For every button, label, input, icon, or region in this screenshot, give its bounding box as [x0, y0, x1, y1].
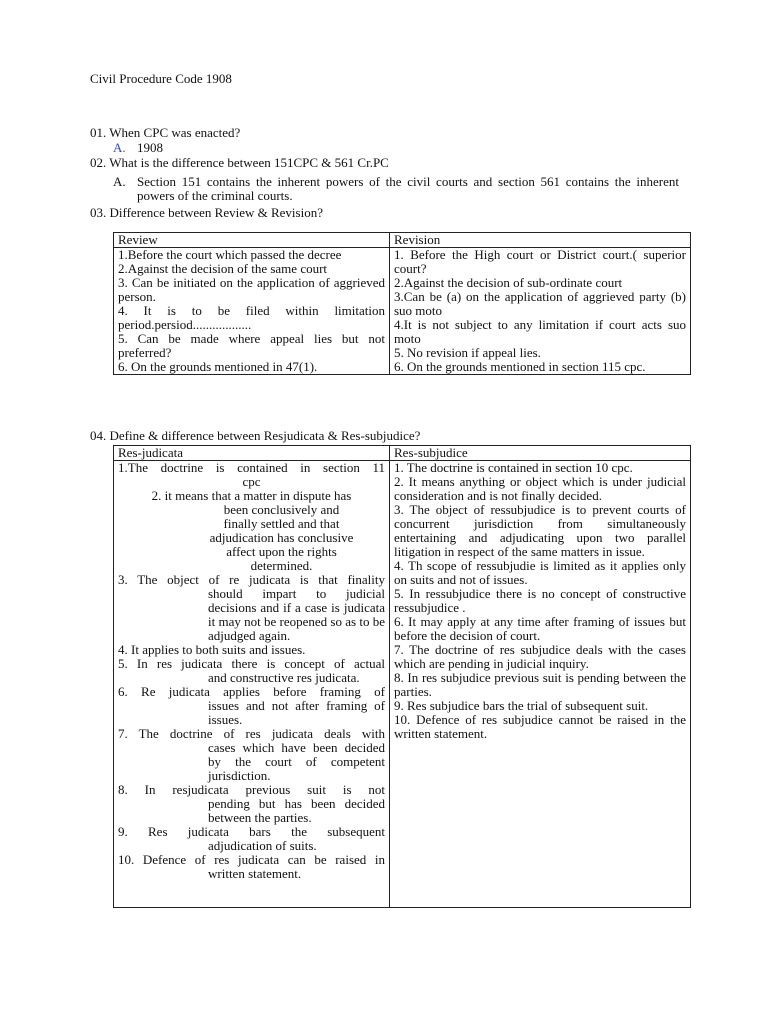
question-1: 01. When CPC was enacted? [90, 125, 241, 140]
question-4: 04. Define & difference between Resjudicata & Res-subjudice? [90, 428, 421, 443]
review-column [114, 248, 390, 375]
resjudicata-point: 6. Re judicata applies before framing of [118, 684, 385, 699]
table-header-revision: Revision [390, 233, 691, 248]
answer-label: A. [113, 140, 126, 155]
table-header-resjudicata: Res-judicata [114, 446, 390, 461]
ressubjudice-point: 10. Defence of res subjudice cannot be raised in the written statement. [394, 712, 686, 741]
resjudicata-point-cont: cpc [242, 474, 261, 489]
resjudicata-point-cont: adjudication has conclusive [209, 530, 354, 545]
review-revision-table [113, 232, 691, 375]
ressubjudice-point: 6. It may apply at any time after framing of issues but before the decision of court. [394, 614, 686, 643]
resjudicata-point: 3. The object of re judicata is that finality [118, 572, 385, 587]
resjudicata-point-cont: determined. [250, 558, 313, 573]
resjudicata-point: 4. It applies to both suits and issues. [118, 642, 306, 657]
review-point: 1.Before the court which passed the decree [118, 247, 342, 262]
answer-2 [113, 175, 679, 203]
resjudicata-point-cont: been conclusively and [223, 502, 340, 517]
review-point: 6. On the grounds mentioned in 47(1). [118, 359, 318, 374]
resjudicata-point-cont: should impart to judicial decisions and if a case is judicata it may not be reopened so as to be adjudged again. [208, 586, 385, 643]
review-point: 5. Can be made where appeal lies but not preferred? [118, 331, 385, 360]
ressubjudice-point: 2. It means anything or object which is under judicial consideration and is not finally decided. [394, 474, 686, 503]
revision-point: 3.Can be (a) on the application of aggrieved party (b) suo moto [394, 289, 686, 318]
revision-point: 2.Against the decision of sub-ordinate court [394, 275, 623, 290]
answer-text: 1908 [137, 140, 163, 155]
ressubjudice-point: 1. The doctrine is contained in section 10 cpc. [394, 460, 633, 475]
resjudicata-point: 9. Res judicata bars the subsequent [118, 824, 385, 839]
ressubjudice-point: 4. Th scope of ressubjudie is limited as it applies only on suits and not of issues. [394, 558, 686, 587]
revision-point: 6. On the grounds mentioned in section 115 cpc. [394, 359, 646, 374]
ressubjudice-point: 7. The doctrine of res subjudice deals with the cases which are pending in judicial inquiry. [394, 642, 686, 671]
review-point: 2.Against the decision of the same court [118, 261, 328, 276]
ressubjudice-point: 3. The object of ressubjudice is to prevent courts of concurrent jurisdiction from simultaneously entertaining and adjudicating upon two parallel litigation in respect of the same matters in issue. [394, 502, 686, 559]
resjudicata-point: 7. The doctrine of res judicata deals with [118, 726, 385, 741]
revision-point: 5. No revision if appeal lies. [394, 345, 541, 360]
ressubjudice-point: 5. In ressubjudice there is no concept of constructive ressubjudice . [394, 586, 686, 615]
question-3: 03. Difference between Review & Revision? [90, 205, 323, 220]
revision-point: 4.It is not subject to any limitation if court acts suo moto [394, 317, 686, 346]
resjudicata-point-cont: cases which have been decided by the court of competent jurisdiction. [208, 740, 385, 783]
resjudicata-column [114, 461, 390, 908]
resjudicata-point-cont: and constructive res judicata. [208, 670, 360, 685]
resjudicata-point-cont: adjudication of suits. [208, 838, 317, 853]
answer-text: Section 151 contains the inherent powers of the civil courts and section 561 contains the inherent powers of the criminal courts. [137, 174, 679, 203]
revision-point: 1. Before the High court or District court.( superior court? [394, 247, 686, 276]
table-header-review: Review [114, 233, 390, 248]
resjudicata-point-cont: finally settled and that [223, 516, 340, 531]
resjudicata-point: 2. it means that a matter in dispute has [151, 488, 352, 503]
resjudicata-point: 8. In resjudicata previous suit is not [118, 782, 385, 797]
ressubjudice-point: 8. In res subjudice previous suit is pending between the parties. [394, 670, 686, 699]
resjudicata-point: 1.The doctrine is contained in section 11 [118, 460, 385, 475]
answer-1 [113, 141, 163, 155]
resjudicata-point-cont: pending but has been decided between the parties. [208, 796, 385, 825]
revision-column [390, 248, 691, 375]
question-2: 02. What is the difference between 151CPC & 561 Cr.PC [90, 155, 389, 170]
review-point: 3. Can be initiated on the application of aggrieved person. [118, 275, 385, 304]
table-header-ressubjudice: Res-subjudice [390, 446, 691, 461]
ressubjudice-column [390, 461, 691, 908]
resjudicata-point-cont: written statement. [208, 866, 302, 881]
resjudicata-point-cont: affect upon the rights [226, 544, 337, 559]
review-point: 4. It is to be filed within limitation period.persiod.................. [118, 303, 385, 332]
answer-label: A. [113, 174, 126, 189]
resjudicata-point: 5. In res judicata there is concept of actual [118, 656, 385, 671]
document-title: Civil Procedure Code 1908 [90, 71, 232, 86]
resjudicata-point-cont: issues and not after framing of issues. [208, 698, 385, 727]
resjudicata-point: 10. Defence of res judicata can be raised in [118, 852, 385, 867]
ressubjudice-point: 9. Res subjudice bars the trial of subsequent suit. [394, 698, 649, 713]
resjudicata-ressubjudice-table [113, 445, 691, 908]
